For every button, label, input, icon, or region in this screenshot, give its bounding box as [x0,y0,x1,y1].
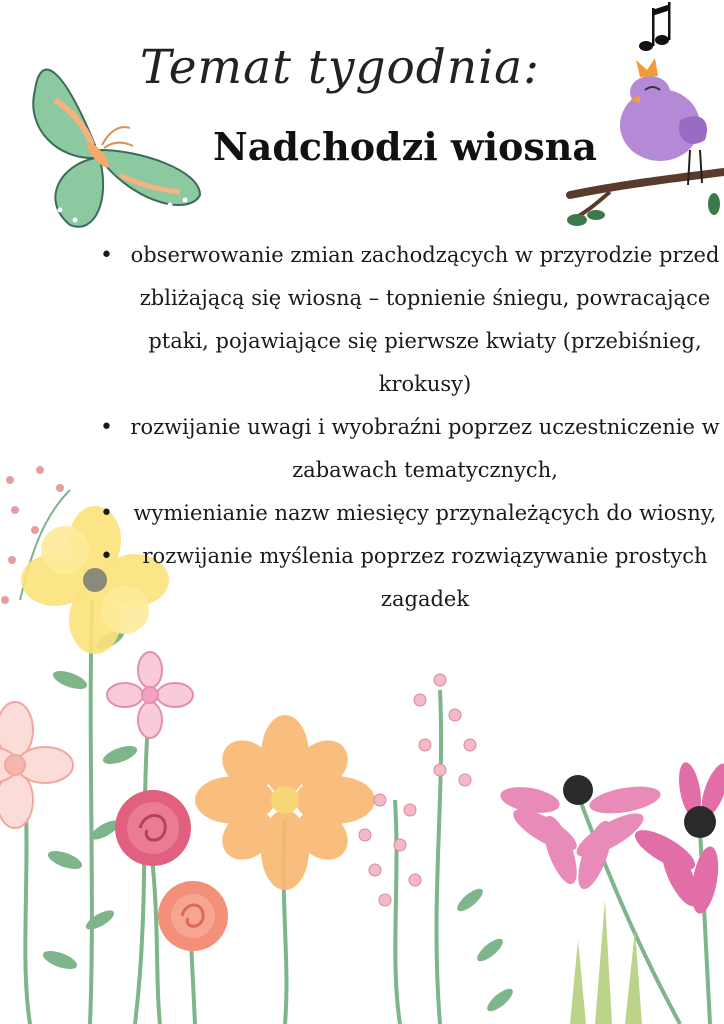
music-note-icon [639,2,671,51]
orange-flower [195,715,375,890]
bullet-marker: • [100,415,113,440]
pink-flower-small [107,652,193,738]
page-title: Nadchodzi wiosna [213,124,597,169]
list-item [100,492,720,535]
coral-flower [158,881,228,951]
pink-flower-left [0,702,73,828]
bullet-text: wymienianie nazw miesięcy przynależących do wiosny, [133,501,717,525]
bullet-text: rozwijanie myślenia poprzez rozwiązywanie prostych zagadek [142,544,708,611]
magenta-flower-2 [630,760,724,915]
list-item [100,406,720,492]
grass-blades [570,900,642,1024]
bullet-text: obserwowanie zmian zachodzących w przyrodzie przed zbliżającą się wiosną – topnienie śniegu, powracające ptaki, pojawiające się pierwsze kwiaty (przebiśnieg, krokusy) [130,243,720,396]
blossom-sprigs [359,674,476,906]
list-item [100,234,720,406]
rose-flower [115,790,191,866]
bullet-text: rozwijanie uwagi i wyobraźni poprzez uczestniczenie w zabawach tematycznych, [130,415,720,482]
bullet-marker: • [100,501,113,526]
bullet-marker: • [100,544,113,569]
list-item [100,535,720,621]
script-title: Temat tygodnia: [140,40,540,95]
bullet-list [100,234,720,621]
bullet-marker: • [100,243,113,268]
